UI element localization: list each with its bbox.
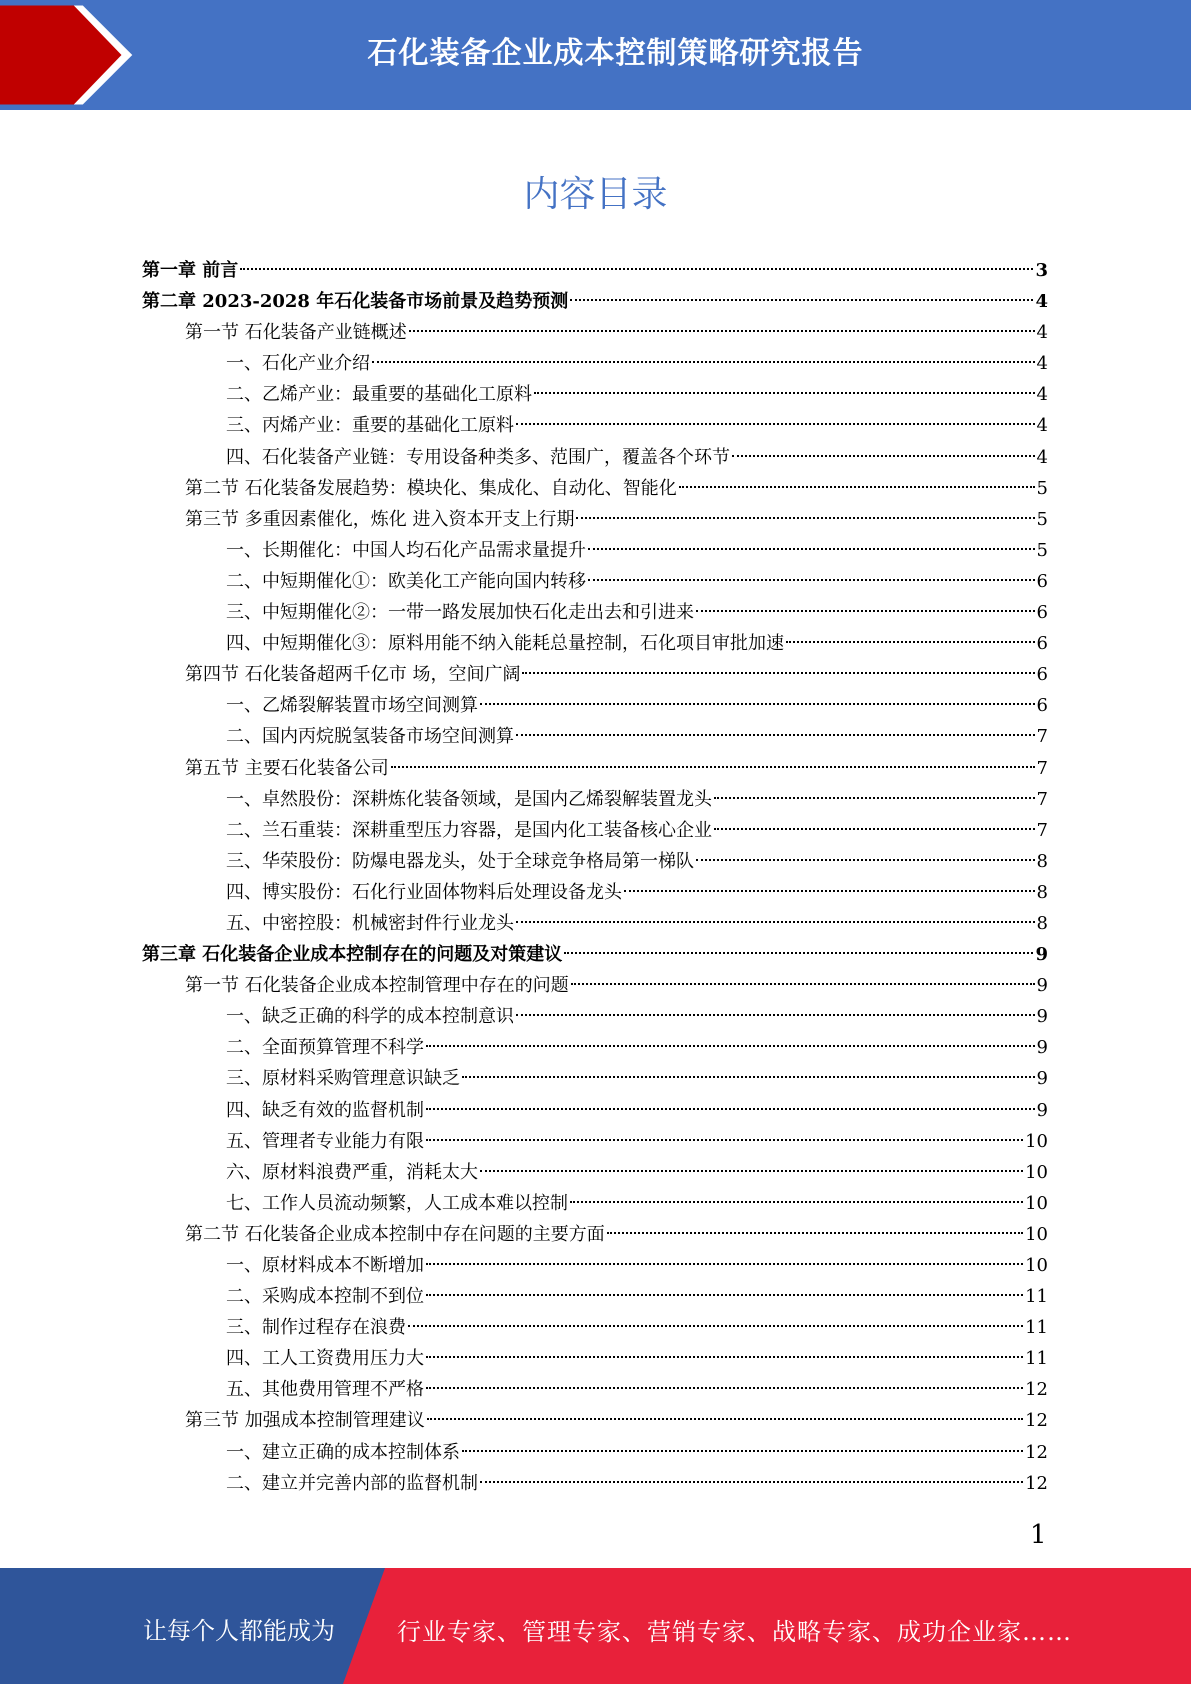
- toc-entry-page: 4: [1036, 322, 1048, 344]
- dot-leader: [624, 890, 1035, 892]
- toc-entry-title: 四、缺乏有效的监督机制: [226, 1099, 424, 1121]
- toc-entry-page: 7: [1036, 757, 1048, 779]
- toc-entry-page: 9: [1036, 1006, 1048, 1028]
- dot-leader: [426, 1139, 1023, 1141]
- footer-slogan-left: 让每个人都能成为: [143, 1617, 335, 1645]
- toc-entry[interactable]: [142, 317, 1048, 348]
- toc-entry-page: 4: [1036, 384, 1048, 406]
- dot-leader: [408, 1325, 1023, 1327]
- toc-entry-title: 五、中密控股：机械密封件行业龙头: [226, 912, 514, 934]
- toc-entry-page: 10: [1025, 1192, 1048, 1214]
- toc-entry[interactable]: [142, 1032, 1048, 1063]
- dot-leader: [480, 1481, 1023, 1483]
- dot-leader: [426, 1387, 1023, 1389]
- toc-entry[interactable]: [142, 286, 1048, 317]
- dot-leader: [607, 1232, 1023, 1234]
- toc-entry-page: 6: [1036, 664, 1048, 686]
- toc-entry-title: 五、管理者专业能力有限: [226, 1130, 424, 1152]
- toc-entry-page: 9: [1036, 1099, 1048, 1121]
- toc-entry-title: 一、长期催化：中国人均石化产品需求量提升: [226, 539, 586, 561]
- toc-entry-page: 4: [1036, 353, 1048, 375]
- dot-leader: [426, 1294, 1023, 1296]
- dot-leader: [714, 828, 1035, 830]
- toc-entry-page: 7: [1036, 788, 1048, 810]
- dot-leader: [516, 1014, 1035, 1016]
- toc-entry-page: 7: [1036, 726, 1048, 748]
- dot-leader: [409, 330, 1035, 332]
- dot-leader: [516, 734, 1035, 736]
- toc-entry-title: 第五节 主要石化装备公司: [185, 757, 389, 779]
- dot-leader: [462, 1076, 1035, 1078]
- toc-entry[interactable]: [142, 1126, 1048, 1157]
- toc-entry-page: 7: [1036, 819, 1048, 841]
- toc-entry-page: 5: [1036, 539, 1048, 561]
- toc-entry[interactable]: [142, 721, 1048, 752]
- toc-entry-page: 3: [1035, 260, 1048, 281]
- toc-entry-page: 11: [1025, 1286, 1048, 1308]
- dot-leader: [427, 1418, 1023, 1420]
- dot-leader: [732, 455, 1035, 457]
- report-title: 石化装备企业成本控制策略研究报告: [367, 36, 864, 71]
- toc-entry[interactable]: [142, 939, 1048, 970]
- toc-entry-page: 4: [1035, 291, 1048, 313]
- toc-entry[interactable]: [142, 1468, 1048, 1499]
- table-of-contents: [142, 255, 1048, 1499]
- dot-leader: [516, 423, 1035, 425]
- dot-leader: [696, 610, 1035, 612]
- toc-entry-page: 10: [1025, 1223, 1048, 1245]
- toc-entry-page: 12: [1025, 1410, 1048, 1432]
- dot-leader: [696, 859, 1035, 861]
- toc-entry-page: 8: [1036, 881, 1048, 903]
- dot-leader: [570, 299, 1033, 301]
- toc-entry-page: 4: [1036, 446, 1048, 468]
- toc-entry[interactable]: [142, 815, 1048, 846]
- toc-entry-title: 三、制作过程存在浪费: [226, 1317, 406, 1339]
- toc-entry-title: 四、中短期催化③：原料用能不纳入能耗总量控制，石化项目审批加速: [226, 633, 784, 655]
- toc-entry-page: 11: [1025, 1348, 1048, 1370]
- toc-entry-title: 三、中短期催化②：一带一路发展加快石化走出去和引进来: [226, 602, 694, 624]
- toc-entry[interactable]: [142, 473, 1048, 504]
- toc-entry-page: 6: [1036, 570, 1048, 592]
- toc-entry-page: 9: [1036, 1068, 1048, 1090]
- toc-entry-title: 第三节 多重因素催化，炼化 进入资本开支上行期: [185, 508, 575, 530]
- toc-entry-page: 11: [1025, 1317, 1048, 1339]
- toc-entry[interactable]: [142, 566, 1048, 597]
- toc-entry-title: 一、卓然股份：深耕炼化装备领域，是国内乙烯裂解装置龙头: [226, 788, 712, 810]
- toc-entry[interactable]: [142, 846, 1048, 877]
- toc-entry[interactable]: [142, 1312, 1048, 1343]
- toc-entry-title: 五、其他费用管理不严格: [226, 1379, 424, 1401]
- dot-leader: [391, 766, 1035, 768]
- dot-leader: [714, 797, 1035, 799]
- toc-entry[interactable]: [142, 504, 1048, 535]
- toc-entry-title: 六、原材料浪费严重，消耗太大: [226, 1161, 478, 1183]
- toc-entry-title: 二、采购成本控制不到位: [226, 1286, 424, 1308]
- toc-entry[interactable]: [142, 1063, 1048, 1094]
- toc-entry[interactable]: [142, 1405, 1048, 1436]
- toc-entry[interactable]: [142, 1188, 1048, 1219]
- toc-entry[interactable]: [142, 255, 1048, 286]
- toc-entry-page: 5: [1036, 477, 1048, 499]
- toc-entry-title: 第四节 石化装备超两千亿市 场，空间广阔: [185, 664, 521, 686]
- toc-entry-title: 第一节 石化装备企业成本控制管理中存在的问题: [185, 975, 569, 997]
- toc-entry-title: 二、兰石重装：深耕重型压力容器，是国内化工装备核心企业: [226, 819, 712, 841]
- toc-entry[interactable]: [142, 1343, 1048, 1374]
- toc-entry-page: 6: [1036, 695, 1048, 717]
- toc-entry-page: 6: [1036, 602, 1048, 624]
- toc-entry-page: 8: [1036, 850, 1048, 872]
- dot-leader: [516, 921, 1035, 923]
- toc-entry[interactable]: [142, 784, 1048, 815]
- toc-entry[interactable]: [142, 1281, 1048, 1312]
- toc-entry-page: 9: [1036, 975, 1048, 997]
- toc-entry[interactable]: [142, 908, 1048, 939]
- footer-slogan-right: 行业专家、管理专家、营销专家、战略专家、成功企业家……: [397, 1618, 1072, 1646]
- toc-entry-title: 第二节 石化装备发展趋势：模块化、集成化、自动化、智能化: [185, 477, 677, 499]
- toc-entry-page: 12: [1025, 1472, 1048, 1494]
- toc-entry-title: 二、全面预算管理不科学: [226, 1037, 424, 1059]
- toc-entry-title: 一、乙烯裂解装置市场空间测算: [226, 695, 478, 717]
- toc-entry-page: 10: [1025, 1161, 1048, 1183]
- toc-entry-title: 第二节 石化装备企业成本控制中存在问题的主要方面: [185, 1223, 605, 1245]
- toc-entry-title: 三、华荣股份：防爆电器龙头，处于全球竞争格局第一梯队: [226, 850, 694, 872]
- toc-entry[interactable]: [142, 1374, 1048, 1405]
- toc-entry[interactable]: [142, 597, 1048, 628]
- toc-entry[interactable]: [142, 1001, 1048, 1032]
- toc-entry[interactable]: [142, 442, 1048, 473]
- toc-entry[interactable]: [142, 970, 1048, 1001]
- toc-entry-page: 12: [1025, 1379, 1048, 1401]
- toc-entry-title: 一、石化产业介绍: [226, 353, 370, 375]
- toc-entry-page: 10: [1025, 1130, 1048, 1152]
- toc-entry[interactable]: [142, 1095, 1048, 1126]
- dot-leader: [564, 952, 1033, 954]
- toc-entry-title: 第一节 石化装备产业链概述: [185, 322, 407, 344]
- toc-entry[interactable]: [142, 535, 1048, 566]
- toc-entry-title: 第三节 加强成本控制管理建议: [185, 1410, 425, 1432]
- page-number: 1: [1030, 1520, 1047, 1550]
- dot-leader: [679, 486, 1035, 488]
- toc-entry[interactable]: [142, 348, 1048, 379]
- toc-entry[interactable]: [142, 1437, 1048, 1468]
- dot-leader: [462, 1450, 1023, 1452]
- toc-entry-title: 四、工人工资费用压力大: [226, 1348, 424, 1370]
- toc-entry-title: 二、乙烯产业：最重要的基础化工原料: [226, 384, 532, 406]
- toc-entry-page: 12: [1025, 1441, 1048, 1463]
- toc-entry-title: 二、中短期催化①：欧美化工产能向国内转移: [226, 570, 586, 592]
- toc-entry-page: 4: [1036, 415, 1048, 437]
- toc-entry-title: 四、石化装备产业链：专用设备种类多、范围广，覆盖各个环节: [226, 446, 730, 468]
- footer-banner: [0, 1568, 1191, 1684]
- toc-entry[interactable]: [142, 877, 1048, 908]
- toc-entry[interactable]: [142, 690, 1048, 721]
- toc-entry-title: 二、国内丙烷脱氢装备市场空间测算: [226, 726, 514, 748]
- toc-entry-title: 二、建立并完善内部的监督机制: [226, 1472, 478, 1494]
- toc-entry[interactable]: [142, 628, 1048, 659]
- toc-entry-title: 第一章 前言: [142, 260, 239, 281]
- toc-heading: 内容目录: [523, 174, 668, 215]
- dot-leader: [570, 1201, 1023, 1203]
- toc-entry-title: 一、缺乏正确的科学的成本控制意识: [226, 1006, 514, 1028]
- dot-leader: [240, 268, 1033, 270]
- dot-leader: [588, 579, 1035, 581]
- toc-entry-title: 第二章 2023-2028 年石化装备市场前景及趋势预测: [142, 291, 569, 313]
- toc-entry[interactable]: [142, 1157, 1048, 1188]
- dot-leader: [480, 1170, 1023, 1172]
- toc-entry-title: 七、工作人员流动频繁，人工成本难以控制: [226, 1192, 568, 1214]
- toc-entry-title: 三、原材料采购管理意识缺乏: [226, 1068, 460, 1090]
- toc-entry-page: 6: [1036, 633, 1048, 655]
- toc-entry-title: 四、博实股份：石化行业固体物料后处理设备龙头: [226, 881, 622, 903]
- toc-entry-page: 8: [1036, 912, 1048, 934]
- dot-leader: [571, 983, 1035, 985]
- toc-entry-title: 一、建立正确的成本控制体系: [226, 1441, 460, 1463]
- toc-entry[interactable]: [142, 753, 1048, 784]
- toc-entry-title: 一、原材料成本不断增加: [226, 1255, 424, 1276]
- dot-leader: [426, 1356, 1023, 1358]
- toc-entry-page: 9: [1035, 944, 1048, 966]
- toc-entry-page: 9: [1036, 1037, 1048, 1059]
- dot-leader: [480, 703, 1035, 705]
- dot-leader: [534, 392, 1035, 394]
- header-banner: [0, 0, 1191, 110]
- toc-entry[interactable]: [142, 379, 1048, 410]
- dot-leader: [426, 1045, 1035, 1047]
- dot-leader: [588, 548, 1035, 550]
- toc-entry-page: 5: [1036, 508, 1048, 530]
- toc-entry-title: 第三章 石化装备企业成本控制存在的问题及对策建议: [142, 944, 563, 966]
- toc-entry-page: 10: [1025, 1255, 1048, 1276]
- toc-entry-title: 三、丙烯产业：重要的基础化工原料: [226, 415, 514, 437]
- dot-leader: [372, 361, 1035, 363]
- toc-entry[interactable]: [142, 1219, 1048, 1250]
- dot-leader: [426, 1108, 1035, 1110]
- toc-entry[interactable]: [142, 659, 1048, 690]
- dot-leader: [576, 517, 1034, 519]
- toc-entry[interactable]: [142, 410, 1048, 441]
- dot-leader: [522, 672, 1034, 674]
- dot-leader: [426, 1263, 1023, 1265]
- toc-entry[interactable]: [142, 1250, 1048, 1281]
- dot-leader: [786, 641, 1035, 643]
